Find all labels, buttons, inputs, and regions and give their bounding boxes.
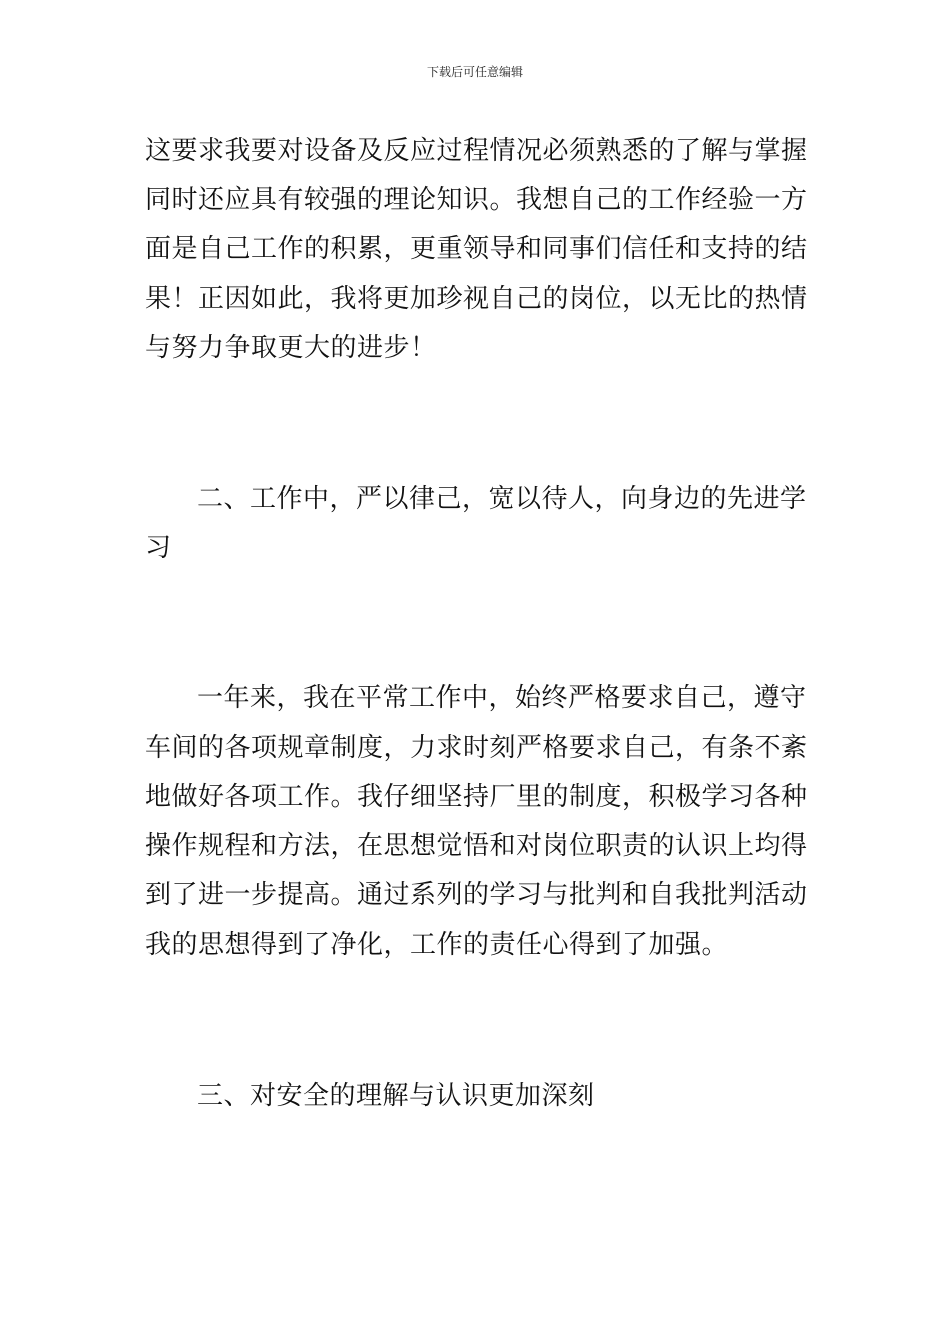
paragraph-1-line-2: 同时还应具有较强的理论知识。我想自己的工作经验一方 <box>145 185 808 215</box>
section-3-heading: 三、对安全的理解与认识更加深刻 <box>197 1081 595 1111</box>
paragraph-2-line-4: 操作规程和方法，在思想觉悟和对岗位职责的认识上均得 <box>145 831 808 861</box>
paragraph-1-line-3: 面是自己工作的积累，更重领导和同事们信任和支持的结 <box>145 234 808 264</box>
paragraph-2-line-2: 车间的各项规章制度，力求时刻严格要求自己，有条不紊 <box>145 733 808 763</box>
paragraph-1-line-5: 与努力争取更大的进步！ <box>145 333 437 363</box>
section-2-heading-line-1: 二、工作中，严以律己，宽以待人，向身边的先进学 <box>197 484 807 514</box>
paragraph-1-line-4: 果！正因如此，我将更加珍视自己的岗位，以无比的热情 <box>145 284 808 314</box>
paragraph-2-line-5: 到了进一步提高。通过系列的学习与批判和自我批判活动 <box>145 880 808 910</box>
paragraph-2-line-1: 一年来，我在平常工作中，始终严格要求自己，遵守 <box>197 683 807 713</box>
paragraph-1-line-1: 这要求我要对设备及反应过程情况必须熟悉的了解与掌握 <box>145 136 808 166</box>
section-2-heading-line-2: 习 <box>145 533 172 563</box>
paragraph-2-line-3: 地做好各项工作。我仔细坚持厂里的制度，积极学习各种 <box>145 782 808 812</box>
paragraph-2-line-6: 我的思想得到了净化，工作的责任心得到了加强。 <box>145 930 729 960</box>
page-header-note: 下载后可任意编辑 <box>426 65 523 79</box>
